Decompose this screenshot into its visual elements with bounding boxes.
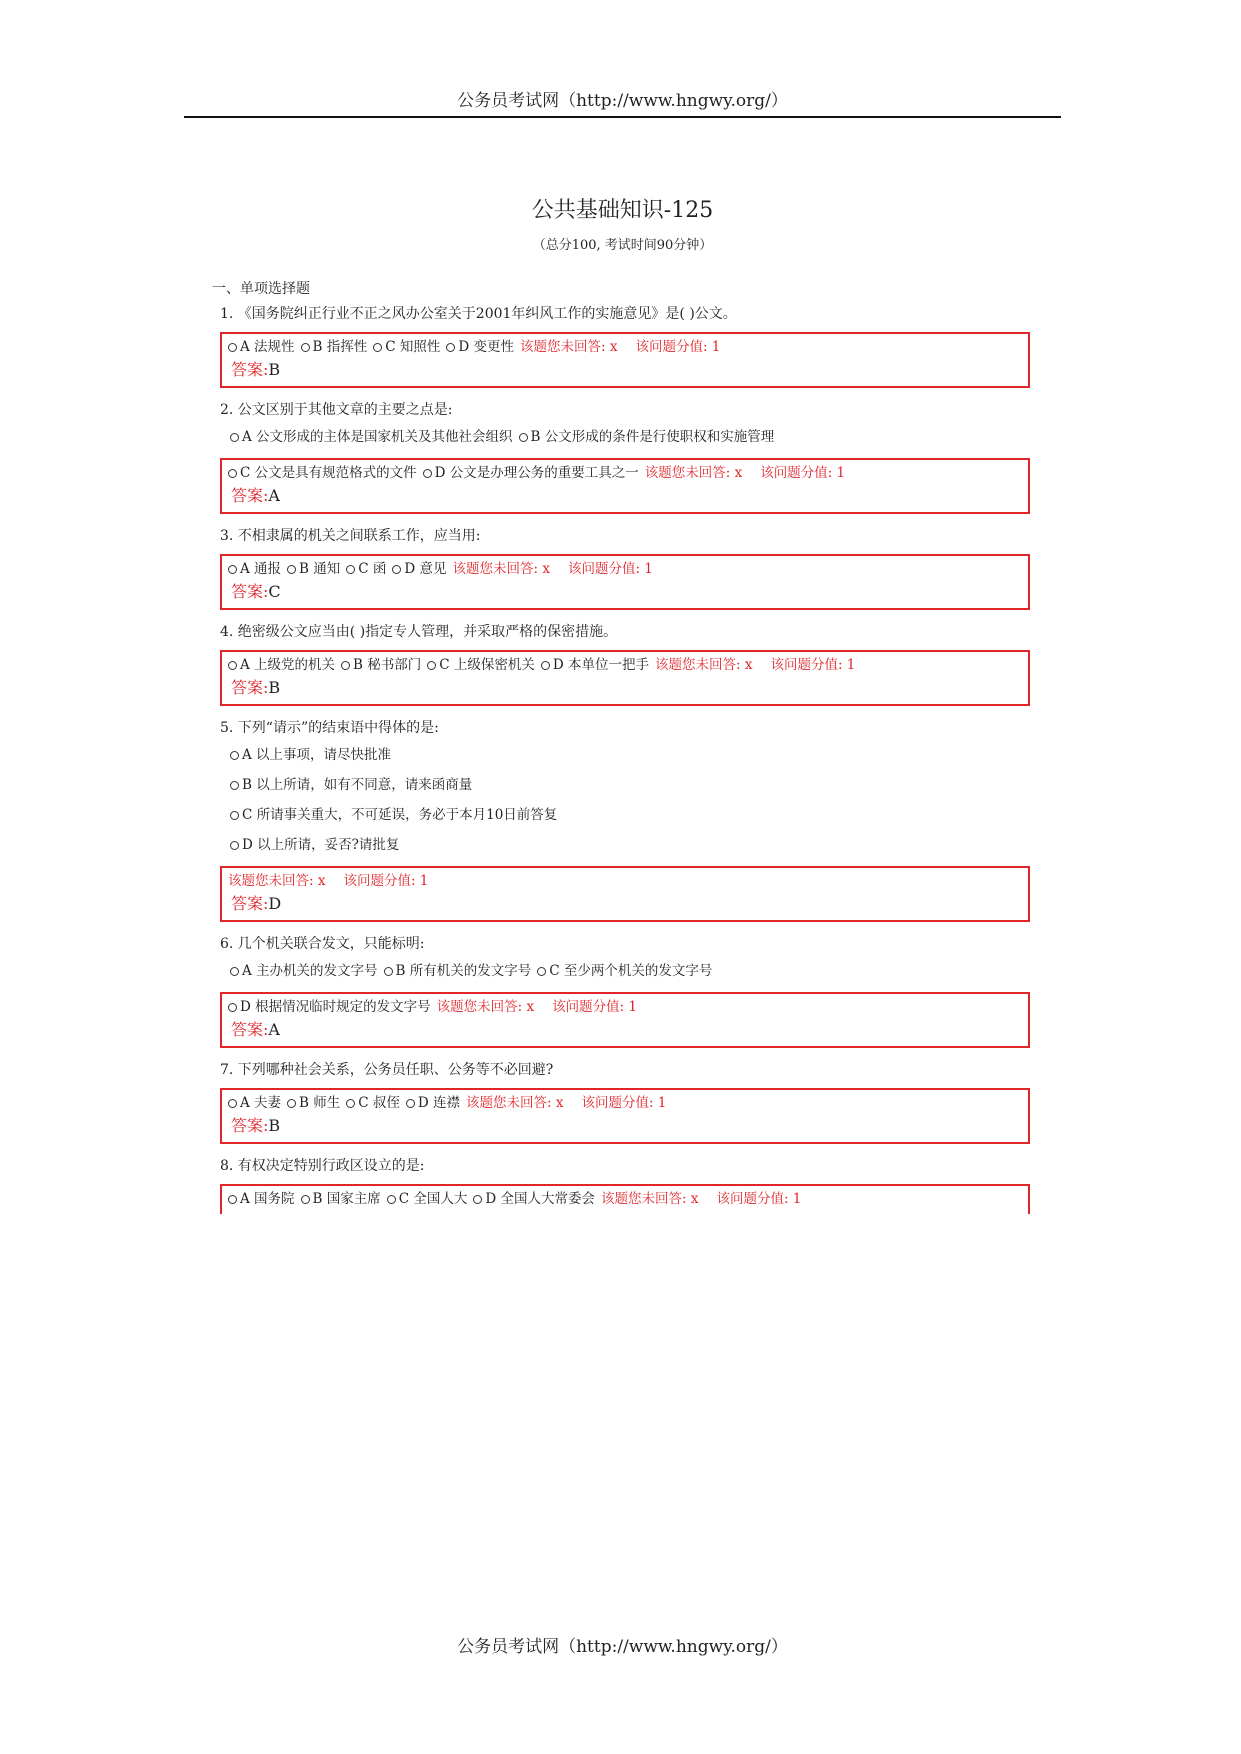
option-text: C 叔侄 [358,1095,400,1111]
not-answered-label: 该题您未回答: x [520,339,618,355]
answer-label: 答案: [231,1116,269,1135]
answer-letter: A [268,1020,280,1039]
option-text: D 根据情况临时规定的发文字号 [240,999,431,1015]
option-text: A 国务院 [240,1191,295,1207]
answer-option[interactable] [541,657,649,673]
correct-answer [228,580,1020,604]
option-text: D 本单位一把手 [552,657,650,673]
not-answered-label: 该题您未回答: x [644,465,743,481]
not-answered-label: 该题您未回答: x [466,1095,564,1111]
answer-letter: B [268,1116,281,1135]
question-item [220,932,1030,1048]
question-stem: 1. 《国务院纠正行业不正之风办公室关于2001年纠风工作的实施意见》是( )公文。 [220,306,737,322]
radio-button[interactable] [230,433,239,442]
answer-label: 答案: [231,582,269,601]
answer-option[interactable] [384,963,532,979]
radio-button[interactable] [228,1195,237,1204]
answer-option[interactable] [228,339,295,355]
radio-button[interactable] [473,1195,482,1204]
answer-feedback-box [220,1088,1030,1144]
answer-option[interactable] [230,777,472,793]
radio-button[interactable] [228,1099,237,1108]
option-row [220,956,1030,986]
answer-letter: B [268,678,281,697]
option-row [220,830,1030,860]
score-label: 该问题分值: 1 [770,657,856,673]
option-text: D 变更性 [458,339,515,355]
not-answered-label: 该题您未回答: x [655,657,753,673]
radio-button[interactable] [301,1195,310,1204]
option-text: B 所有机关的发文字号 [395,963,532,979]
feedback-line [228,336,1020,358]
radio-button[interactable] [392,565,401,574]
score-label: 该问题分值: 1 [567,561,653,577]
option-text: B 指挥性 [312,339,368,355]
question-item [220,1154,1030,1214]
option-text: A 通报 [240,561,282,577]
radio-button[interactable] [228,661,237,670]
not-answered-label: 该题您未回答: x [452,561,550,577]
correct-answer [228,1018,1020,1042]
answer-letter: C [268,582,281,601]
feedback-line [228,996,1020,1018]
answer-option[interactable] [473,1191,595,1207]
option-row [220,770,1030,800]
score-label: 该问题分值: 1 [635,339,721,355]
radio-button[interactable] [446,343,455,352]
radio-button[interactable] [346,565,355,574]
answer-letter: A [268,486,280,505]
answer-feedback-box [220,1184,1030,1214]
correct-answer [228,484,1020,508]
feedback-line [228,558,1020,580]
question-item [220,620,1030,706]
question-stem: 3. 不相隶属的机关之间联系工作，应当用: [220,528,481,544]
answer-option[interactable] [373,339,440,355]
question-stem: 4. 绝密级公文应当由( )指定专人管理，并采取严格的保密措施。 [220,624,618,640]
answer-option[interactable] [228,1095,281,1111]
answer-option[interactable] [427,657,535,673]
option-row [220,422,1030,452]
option-text: C 所请事关重大，不可延误，务必于本月10日前答复 [242,807,558,823]
feedback-line [228,654,1020,676]
answer-option[interactable] [287,1095,340,1111]
option-text: A 法规性 [240,339,295,355]
answer-feedback-box [220,554,1030,610]
option-text: C 函 [358,561,387,577]
correct-answer [228,892,1020,916]
radio-button[interactable] [228,565,237,574]
radio-button[interactable] [230,811,239,820]
question-stem: 5. 下列“请示”的结束语中得体的是: [220,720,439,736]
answer-feedback-box [220,332,1030,388]
answer-option[interactable] [230,807,557,823]
answer-option[interactable] [301,339,368,355]
answer-label: 答案: [231,1020,269,1039]
answer-option[interactable] [228,1191,295,1207]
answer-option[interactable] [406,1095,460,1111]
feedback-line [228,1188,1020,1210]
radio-button[interactable] [230,751,239,760]
option-text: A 以上事项，请尽快批准 [242,747,392,763]
option-text: C 知照性 [385,339,441,355]
question-stem: 8. 有权决定特别行政区设立的是: [220,1158,425,1174]
answer-option[interactable] [341,657,421,673]
option-text: A 主办机关的发文字号 [242,963,378,979]
answer-option[interactable] [423,465,639,481]
radio-button[interactable] [406,1099,415,1108]
question-list [220,302,1030,1224]
radio-button[interactable] [287,565,296,574]
option-text: C 至少两个机关的发文字号 [549,963,713,979]
question-item [220,398,1030,514]
option-text: C 公文是具有规范格式的文件 [240,465,417,481]
answer-feedback-box [220,992,1030,1048]
option-text: A 公文形成的主体是国家机关及其他社会组织 [242,429,513,445]
answer-option[interactable] [228,657,335,673]
exam-info: （总分100, 考试时间90分钟） [532,238,713,253]
answer-feedback-box [220,866,1030,922]
answer-option[interactable] [228,561,281,577]
answer-feedback-box [220,458,1030,514]
option-text: C 上级保密机关 [439,657,535,673]
option-row [220,740,1030,770]
radio-button[interactable] [228,343,237,352]
answer-option[interactable] [230,963,378,979]
question-item [220,302,1030,388]
answer-option[interactable] [446,339,514,355]
option-text: B 以上所请，如有不同意，请来函商量 [242,777,473,793]
not-answered-label: 该题您未回答: x [601,1191,699,1207]
radio-button[interactable] [384,967,393,976]
question-stem: 7. 下列哪种社会关系，公务员任职、公务等不必回避? [220,1062,554,1078]
radio-button[interactable] [427,661,436,670]
correct-answer [228,676,1020,700]
not-answered-label: 该题您未回答: x [436,999,535,1015]
option-text: D 连襟 [417,1095,461,1111]
answer-option[interactable] [230,429,513,445]
radio-button[interactable] [346,1099,355,1108]
radio-button[interactable] [230,967,239,976]
radio-button[interactable] [373,343,382,352]
answer-option[interactable] [301,1191,381,1207]
option-text: D 以上所请，妥否?请批复 [242,837,400,853]
radio-button[interactable] [341,661,350,670]
answer-label: 答案: [231,486,269,505]
radio-button[interactable] [301,343,310,352]
radio-button[interactable] [537,967,546,976]
option-text: B 通知 [299,561,341,577]
option-text: D 意见 [404,561,447,577]
answer-letter: D [268,894,282,913]
answer-option[interactable] [230,837,399,853]
question-item [220,1058,1030,1144]
option-text: D 公文是办理公务的重要工具之一 [434,465,639,481]
option-text: B 国家主席 [312,1191,381,1207]
radio-button[interactable] [387,1195,396,1204]
answer-option[interactable] [519,429,775,445]
option-text: B 师生 [299,1095,341,1111]
page-header: 公务员考试网（http://www.hngwy.org/） [184,86,1061,118]
page-footer: 公务员考试网（http://www.hngwy.org/） [457,1637,788,1657]
feedback-line [228,462,1020,484]
question-item [220,716,1030,922]
answer-option[interactable] [346,1095,400,1111]
radio-button[interactable] [230,781,239,790]
radio-button[interactable] [228,469,237,478]
score-label: 该问题分值: 1 [552,999,638,1015]
section-heading: 一、单项选择题 [212,281,310,297]
page-title: 公共基础知识-125 [531,198,714,223]
score-label: 该问题分值: 1 [760,465,846,481]
radio-button[interactable] [287,1099,296,1108]
answer-letter: B [268,360,281,379]
radio-button[interactable] [519,433,528,442]
question-stem: 6. 几个机关联合发文，只能标明: [220,936,425,952]
answer-label: 答案: [231,360,269,379]
feedback-line [228,1092,1020,1114]
correct-answer [228,358,1020,382]
answer-option[interactable] [387,1191,468,1207]
answer-option[interactable] [228,999,431,1015]
feedback-line [228,870,1020,892]
answer-label: 答案: [231,894,269,913]
option-text: B 公文形成的条件是行使职权和实施管理 [530,429,775,445]
answer-option[interactable] [537,963,712,979]
option-text: A 夫妻 [240,1095,282,1111]
answer-option[interactable] [287,561,340,577]
question-item [220,524,1030,610]
score-label: 该问题分值: 1 [581,1095,667,1111]
answer-option[interactable] [392,561,446,577]
answer-option[interactable] [228,465,417,481]
answer-option[interactable] [346,561,386,577]
question-stem: 2. 公文区别于其他文章的主要之点是: [220,402,453,418]
correct-answer [228,1114,1020,1138]
answer-label: 答案: [231,678,269,697]
radio-button[interactable] [230,841,239,850]
answer-option[interactable] [230,747,391,763]
answer-feedback-box [220,650,1030,706]
radio-button[interactable] [228,1003,237,1012]
not-answered-label: 该题您未回答: x [228,873,326,889]
option-text: D 全国人大常委会 [485,1191,596,1207]
option-text: C 全国人大 [398,1191,468,1207]
score-label: 该问题分值: 1 [716,1191,802,1207]
radio-button[interactable] [541,661,550,670]
option-text: A 上级党的机关 [240,657,336,673]
option-row [220,800,1030,830]
option-text: B 秘书部门 [353,657,422,673]
radio-button[interactable] [423,469,432,478]
score-label: 该问题分值: 1 [343,873,429,889]
